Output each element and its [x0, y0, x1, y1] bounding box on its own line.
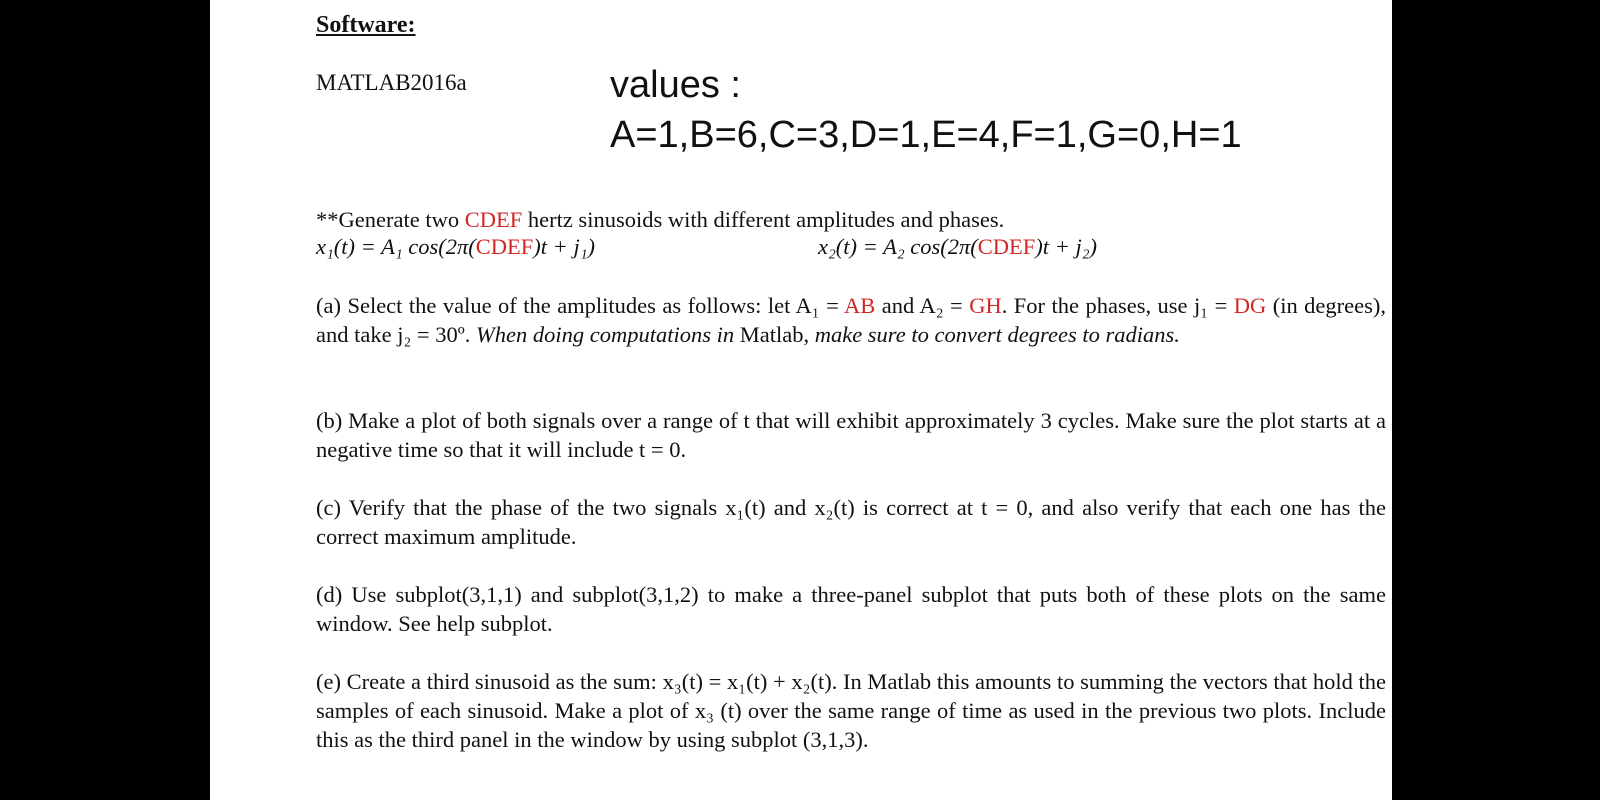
formula-x1-cdef: CDEF	[475, 234, 534, 259]
part-a-t1: (a) Select the value of the amplitudes as follows: let A₁ =	[316, 293, 845, 318]
intro-rest: hertz sinusoids with different amplitudes and phases.	[527, 207, 1005, 232]
formula-x1	[316, 234, 595, 260]
intro-cdef: CDEF	[464, 207, 523, 232]
part-a-ab: AB	[844, 293, 876, 318]
part-a-matlab: Matlab,	[734, 322, 815, 347]
formula-x1-rhs: )t + j₁)	[533, 234, 596, 259]
part-e-paragraph: (e) Create a third sinusoid as the sum: x₃(t) = x₁(t) + x₂(t). In Matlab this amounts to summing the vectors that hold the samples of each sinusoid. Make a plot of x₃ (t) over the same range of time as used in the previous two plots. Include this as the third panel in the window by using subplot (3,1,3).	[316, 669, 1386, 752]
document-page	[210, 0, 1392, 800]
part-a-t3: . For the phases, use j₁ =	[1001, 293, 1234, 318]
part-a-paragraph	[316, 291, 1386, 349]
values-label: values :	[610, 64, 741, 106]
formula-x2-rhs: )t + j₂)	[1035, 234, 1098, 259]
formula-x1-lhs: x₁(t) = A₁ cos(2π(	[316, 234, 476, 259]
intro-paragraph	[316, 205, 1386, 234]
part-c-paragraph: (c) Verify that the phase of the two signals x₁(t) and x₂(t) is correct at t = 0, and also verify that each one has the correct maximum amplitude.	[316, 495, 1386, 549]
formula-x2-cdef: CDEF	[977, 234, 1036, 259]
part-a-gh: GH	[969, 293, 1002, 318]
part-a-t4: (in degrees), and take j₂ = 30º.	[316, 293, 1386, 347]
part-a-italic1: When doing computations in	[475, 322, 735, 347]
values-line: A=1,B=6,C=3,D=1,E=4,F=1,G=0,H=1	[610, 114, 1242, 156]
software-heading: Software:	[316, 12, 416, 38]
software-name: MATLAB2016a	[316, 70, 467, 95]
part-d-paragraph: (d) Use subplot(3,1,1) and subplot(3,1,2) to make a three-panel subplot that puts both of these plots on the same window. See help subplot.	[316, 582, 1386, 636]
formula-x2	[818, 234, 1097, 260]
formula-x2-lhs: x₂(t) = A₂ cos(2π(	[818, 234, 978, 259]
part-a-t2: and A₂ =	[875, 293, 970, 318]
part-a-italic2: make sure to convert degrees to radians.	[814, 322, 1180, 347]
part-b-paragraph: (b) Make a plot of both signals over a range of t that will exhibit approximately 3 cycles. Make sure the plot starts at a negative time so that it will include t = 0.	[316, 408, 1386, 462]
part-a-dg: DG	[1233, 293, 1267, 318]
intro-text: **Generate two	[316, 207, 460, 232]
